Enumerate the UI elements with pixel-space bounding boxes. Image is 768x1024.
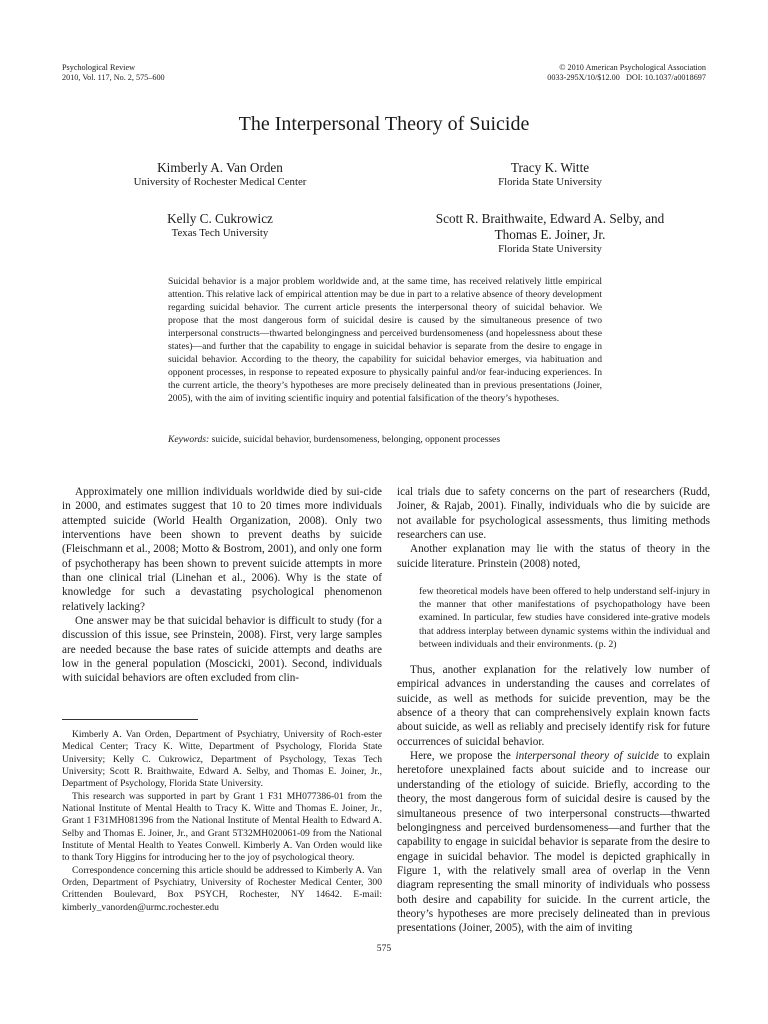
footnote-paragraph: This research was supported in part by Grant 1 F31 MH077386-01 from the National Institute of Mental Health to Tracy K. Witte and Thomas E. Joiner, Jr., Grant 1 F31MH081396 from the National Institute of Mental Health to Edward A. Selby and Thomas E. Joiner, Jr., and Grant 5T32MH020061-09 from the National Institute of Mental Health to Yeates Conwell. Kimberly A. Van Orden would like to thank Tory Higgins for introducing her to the joy of psychological theory. [62,790,382,864]
abstract [168,275,602,405]
body-paragraph: One answer may be that suicidal behavior is difficult to study (for a discussion of this issue, see Prinstein, 2008). First, very large samples are needed because the base rates of suicide attempts and deaths are low in the general population (Moscicki, 2001). Second, individuals with suicidal behaviors are often excluded from clin- [62,615,382,685]
author-block-4 [405,211,695,256]
text-run: to explain heretofore unexplained facts about suicide and to increase our understanding of the etiology of suicide. Briefly, according to the theory, the most dangerous form of suicidal desire is caused by the simultaneous presence of two interpersonal constructs—thwarted belongingness and perceived burdensomeness—and further that the capability to engage in suicidal behavior is separate from the desire to engage in suicidal behavior. The model is depicted graphically in Figure 1, with the relatively small area of overlap in the Venn diagram representing the small minority of individuals who possess both desire and capability for suicide. In the current article, the theory’s hypotheses are more precisely delineated than in previous presentations (Joiner, 2005), with the aim of inviting [397,750,710,935]
body-paragraph [397,749,710,935]
left-column [62,485,382,686]
author-affiliation: Florida State University [498,176,602,188]
author-note [62,729,382,914]
footnote-divider [62,719,198,720]
author-block-3 [110,211,330,240]
copyright-info [547,63,706,83]
footnote-paragraph: Correspondence concerning this article should be addressed to Kimberly A. Van Orden, Department of Psychiatry, University of Rochester Medical Center, 300 Crittenden Boulevard, Box PSYCH, Rochester, NY 14642. E-mail: kimberly_vanorden@urmc.rochester.edu [62,864,382,913]
author-name: Thomas E. Joiner, Jr. [494,227,606,242]
volume-info: 2010, Vol. 117, No. 2, 575–600 [62,73,165,82]
body-paragraph: Thus, another explanation for the relatively low number of empirical advances in understanding the causes and correlates of suicide, as well as methods for suicide prevention, may be the absence of a theory that can comprehensively explain known facts about suicide, as well as reliably and precisely identify risk for future occurrences of suicidal behavior. [397,664,710,748]
journal-name: Psychological Review [62,63,135,72]
keywords-label: Keywords: [168,434,210,445]
author-affiliation: Texas Tech University [171,227,269,239]
author-block-1 [110,160,330,189]
author-affiliation: Florida State University [498,243,602,255]
author-name: Kelly C. Cukrowicz [167,211,273,226]
keywords-text: suicide, suicidal behavior, burdensomeness, belonging, opponent processes [209,434,501,445]
block-quote: few theoretical models have been offered to help understand self-injury in the manner that other manifestations of psychopathology have been examined. In particular, few studies have considered inte-grative models that address interplay between dynamic systems within the individual and between individuals and their environments. (p. 2) [419,586,710,650]
body-paragraph: Approximately one million individuals worldwide died by sui-cide in 2000, and estimates suggest that 10 to 20 times more individuals attempted suicide (World Health Organization, 2008). Only two interventions have been shown to prevent deaths by suicide (Fleischmann et al., 2008; Motto & Bostrom, 2001), and only one form of psychotherapy has been shown to prevent suicide attempts in more than one clinical trial (Linehan et al., 2006). Why is the state of knowledge for such a devastating psychological phenomenon relatively lacking? [62,486,382,613]
author-block-2 [450,160,650,189]
abstract-text: Suicidal behavior is a major problem worldwide and, at the same time, has received relatively little empirical attention. This relative lack of empirical attention may be due in part to a relative absence of theory development regarding suicidal behavior. The current article presents the interpersonal theory of suicidal behavior. We propose that the most dangerous form of suicidal desire is caused by the simultaneous presence of two interpersonal constructs—thwarted belongingness and perceived burdensomeness (and hopelessness about these states)—and further that the capability to engage in suicidal behavior is separate from the desire to engage in suicidal behavior. According to the theory, the capability for suicidal behavior emerges, via habituation and opponent processes, in response to repeated exposure to physically painful and/or fear-inducing experiences. In the current article, the theory’s hypotheses are more precisely delineated than in previous presentations (Joiner, 2005), with the aim of inviting scientific inquiry and potential falsification of the theory’s hypotheses. [168,276,602,405]
paper-title: The Interpersonal Theory of Suicide [238,113,530,135]
author-name: Kimberly A. Van Orden [157,160,283,175]
author-affiliation: University of Rochester Medical Center [133,176,307,188]
footnote-paragraph: Kimberly A. Van Orden, Department of Psychiatry, University of Roch-ester Medical Center; Tracy K. Witte, Department of Psychology, Florida State University; Kelly C. Cukrowicz, Department of Psychology, Texas Tech University; Scott R. Braithwaite, Edward A. Selby, and Thomas E. Joiner, Jr., Department of Psychology, Florida State University. [62,729,382,790]
text-run: Here, we propose the [410,750,516,763]
copyright: © 2010 American Psychological Association [559,63,706,72]
right-column [397,485,710,936]
journal-info [62,63,165,83]
body-paragraph: Another explanation may lie with the status of theory in the suicide literature. Prinstein (2008) noted, [397,543,710,570]
author-name: Tracy K. Witte [510,160,590,175]
body-paragraph: ical trials due to safety concerns on the part of researchers (Rudd, Joiner, & Rajab, 2001). Finally, individuals who die by suicide are not available for psychological assessments, thus limiting methods researchers can use. [397,486,710,542]
doi: 0033-295X/10/$12.00 DOI: 10.1037/a0018697 [547,73,706,82]
keywords [168,433,602,446]
author-name: Scott R. Braithwaite, Edward A. Selby, and [435,211,665,226]
emphasis-text: interpersonal theory of suicide [515,750,659,763]
page-number: 575 [376,943,392,954]
